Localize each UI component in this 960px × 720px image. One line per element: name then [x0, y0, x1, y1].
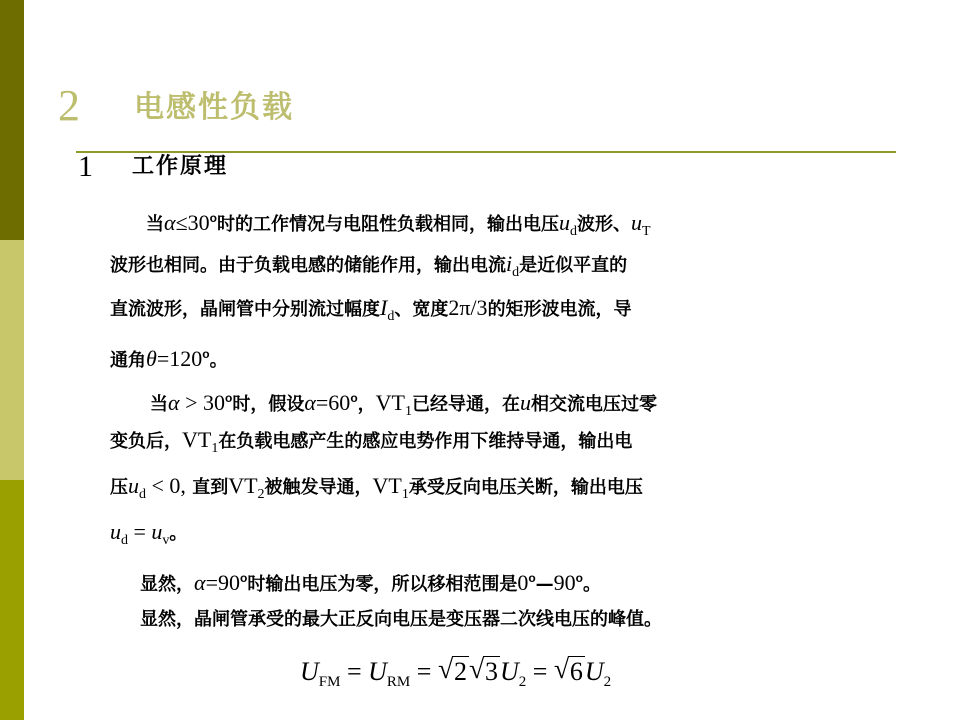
subsection-number: 1: [78, 150, 93, 183]
paragraph2-line4: $u_d = u_v$。: [110, 519, 188, 548]
section-number: 2: [58, 81, 80, 130]
paragraph3: 显然，$\alpha=90^o$时输出电压为零，所以移相范围是0$^o$—90$^o$。: [140, 570, 602, 595]
slide-title: 电感性负载: [134, 90, 294, 125]
paragraph1-line1: 当$\alpha\le 30^o$时的工作情况与电阻性负载相同，输出电压$u_d$波形、$u_T$: [146, 210, 651, 239]
sidebar-band-top: [0, 0, 24, 240]
paragraph1-line3: 直流波形，晶闸管中分别流过幅度$I_d$、宽度2π/3的矩形波电流，导: [110, 295, 632, 324]
sidebar-band-middle: [0, 240, 24, 480]
paragraph2-line1: 当$\alpha > 30^o$时，假设$\alpha=60^o$，$VT_1$已经导通，在u相交流电压过零: [150, 390, 657, 419]
paragraph2-line3: 压$u_d < 0$, 直到$VT_2$被触发导通，$VT_1$承受反向电压关断，输出电压: [110, 473, 643, 502]
sidebar-decoration: [0, 0, 24, 720]
paragraph1-line4: 通角$\theta=120^o$。: [110, 346, 228, 371]
sqrt-3: √ 3: [469, 652, 500, 692]
voltage-formula: $U_{FM} = U_{RM}$ = √ 2√ $3U_2$ = √ $6U_2$: [300, 652, 611, 702]
sqrt-2: √ 2: [438, 652, 469, 692]
paragraph1-line2: 波形也相同。由于负载电感的储能作用，输出电流$i_d$是近似平直的: [110, 251, 628, 280]
sqrt-6: √ 6: [554, 652, 585, 692]
sidebar-band-bottom: [0, 480, 24, 720]
paragraph4: 显然，晶闸管承受的最大正反向电压是变压器二次线电压的峰值。: [140, 609, 662, 630]
subsection-title: 工作原理: [132, 154, 229, 179]
paragraph2-line2: 变负后，$VT_1$在负载电感产生的感应电势作用下维持导通，输出电: [110, 427, 633, 456]
